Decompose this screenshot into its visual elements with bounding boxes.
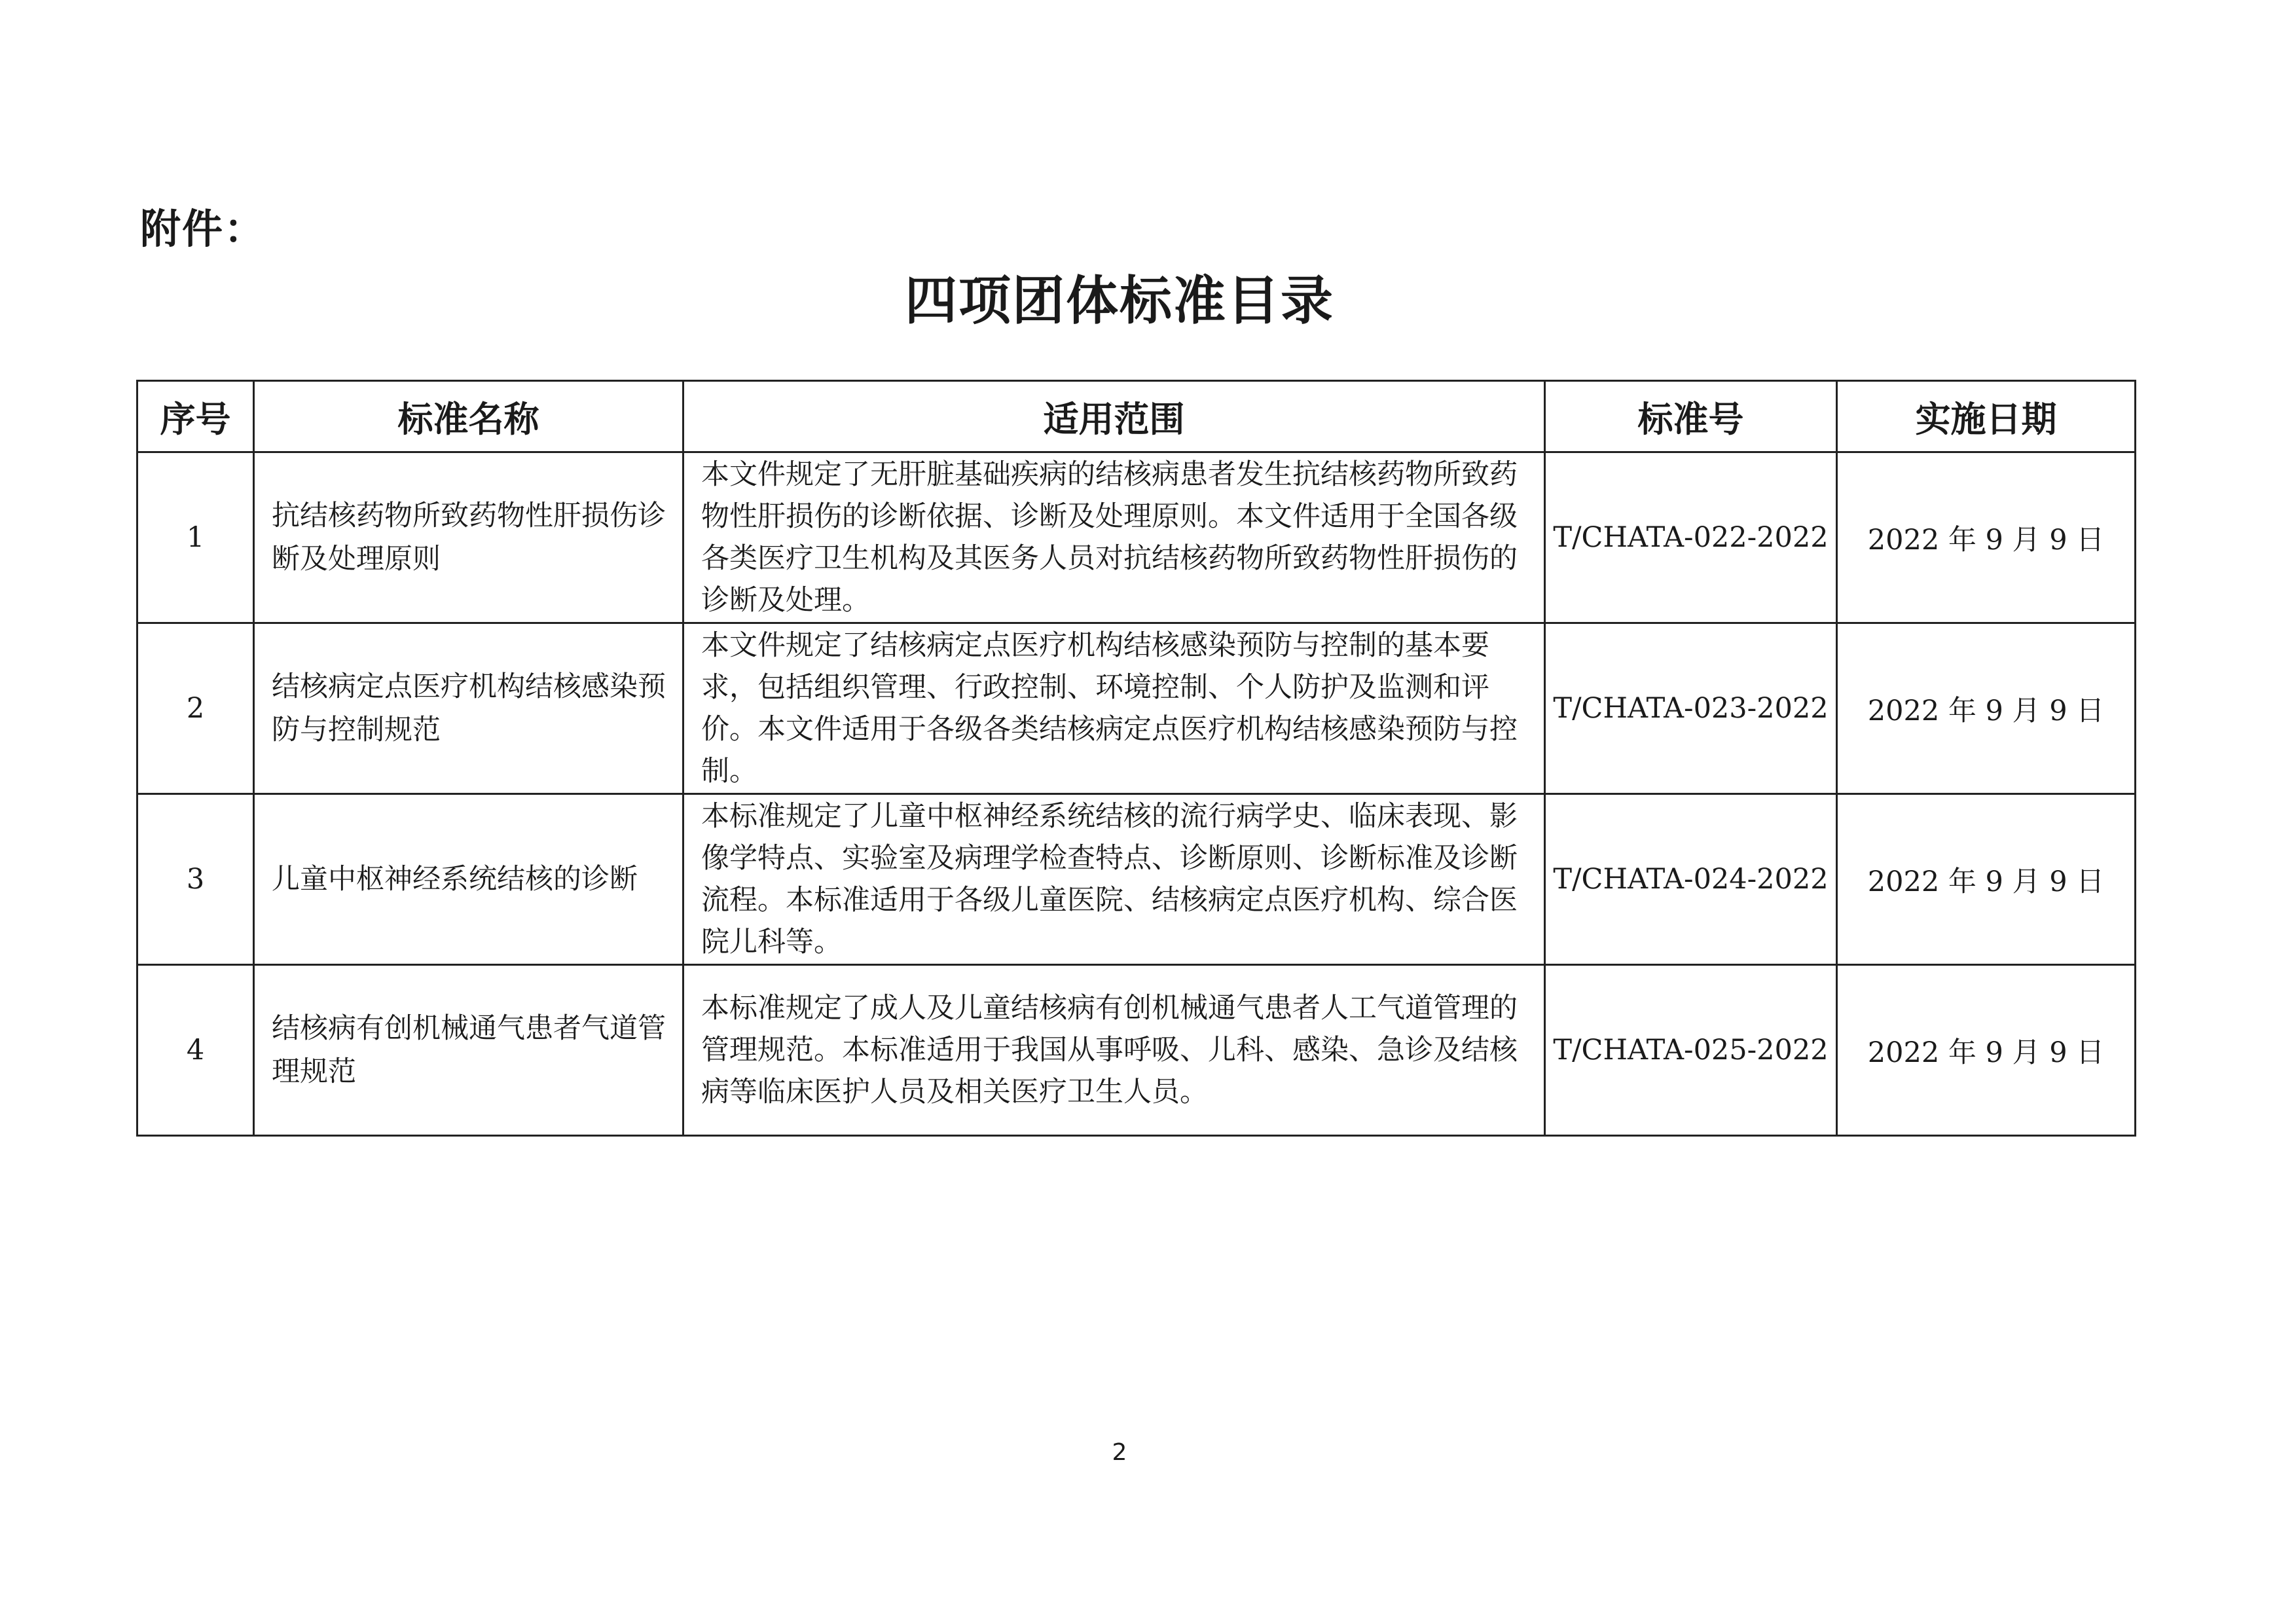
- standard-name: 结核病有创机械通气患者气道管理规范: [254, 965, 683, 1136]
- implementation-date: 2022 年 9 月 9 日: [1837, 452, 2136, 623]
- header-date: 实施日期: [1837, 381, 2136, 452]
- table-row: [137, 794, 2136, 965]
- table-row: [137, 452, 2136, 623]
- header-code: 标准号: [1545, 381, 1837, 452]
- standard-scope: 本标准规定了儿童中枢神经系统结核的流行病学史、临床表现、影像学特点、实验室及病理学检查特点、诊断原则、诊断标准及诊断流程。本标准适用于各级儿童医院、结核病定点医疗机构、综合医院儿科等。: [683, 794, 1545, 965]
- standard-name: 儿童中枢神经系统结核的诊断: [254, 794, 683, 965]
- standard-code: T/CHATA-022-2022: [1545, 452, 1837, 623]
- header-name: 标准名称: [254, 381, 683, 452]
- implementation-date: 2022 年 9 月 9 日: [1837, 623, 2136, 794]
- standard-code: T/CHATA-024-2022: [1545, 794, 1837, 965]
- standard-scope: 本文件规定了无肝脏基础疾病的结核病患者发生抗结核药物所致药物性肝损伤的诊断依据、诊断及处理原则。本文件适用于全国各级各类医疗卫生机构及其医务人员对抗结核药物所致药物性肝损伤的诊断及处理。: [683, 452, 1545, 623]
- standard-name: 抗结核药物所致药物性肝损伤诊断及处理原则: [254, 452, 683, 623]
- table-row: [137, 623, 2136, 794]
- standard-code: T/CHATA-023-2022: [1545, 623, 1837, 794]
- implementation-date: 2022 年 9 月 9 日: [1837, 965, 2136, 1136]
- attachment-label: 附件：: [140, 205, 266, 253]
- header-scope: 适用范围: [683, 381, 1545, 452]
- standard-name: 结核病定点医疗机构结核感染预防与控制规范: [254, 623, 683, 794]
- standards-table: [136, 380, 2136, 1137]
- row-index: 3: [137, 794, 254, 965]
- standard-code: T/CHATA-025-2022: [1545, 965, 1837, 1136]
- standard-scope: 本文件规定了结核病定点医疗机构结核感染预防与控制的基本要求，包括组织管理、行政控制、环境控制、个人防护及监测和评价。本文件适用于各级各类结核病定点医疗机构结核感染预防与控制。: [683, 623, 1545, 794]
- table-header-row: [137, 381, 2136, 452]
- document-title: 四项团体标准目录: [905, 270, 1334, 331]
- page-number: 2: [1112, 1439, 1127, 1466]
- row-index: 4: [137, 965, 254, 1136]
- table-row: [137, 965, 2136, 1136]
- implementation-date: 2022 年 9 月 9 日: [1837, 794, 2136, 965]
- row-index: 2: [137, 623, 254, 794]
- row-index: 1: [137, 452, 254, 623]
- standard-scope: 本标准规定了成人及儿童结核病有创机械通气患者人工气道管理的管理规范。本标准适用于我国从事呼吸、儿科、感染、急诊及结核病等临床医护人员及相关医疗卫生人员。: [683, 965, 1545, 1136]
- header-index: 序号: [137, 381, 254, 452]
